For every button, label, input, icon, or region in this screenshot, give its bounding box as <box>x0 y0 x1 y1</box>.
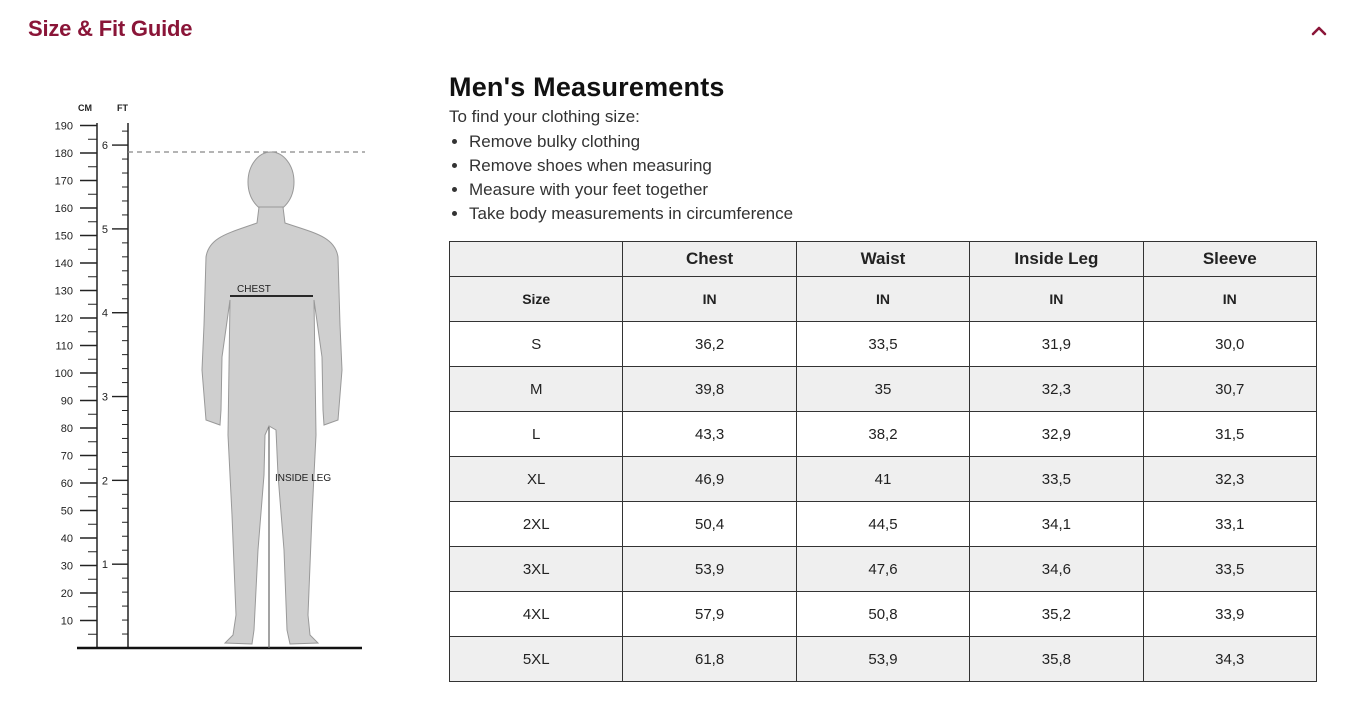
tip-item: • Measure with your feet together <box>469 178 1319 202</box>
waist-cell: 41 <box>796 457 969 502</box>
ft-tick-label: 6 <box>101 140 108 153</box>
chest-cell: 61,8 <box>623 637 796 682</box>
waist-cell: 53,9 <box>796 637 969 682</box>
table-row <box>450 637 1317 682</box>
table-row <box>450 592 1317 637</box>
inside-leg-cell: 32,3 <box>970 367 1143 412</box>
ft-unit-label: FT <box>117 103 128 113</box>
intro-text: To find your clothing size: <box>449 107 640 126</box>
cm-tick-label: 110 <box>55 340 73 353</box>
chest-cell: 39,8 <box>623 367 796 412</box>
cm-tick-label: 80 <box>60 423 73 435</box>
cm-tick-label: 150 <box>54 230 73 243</box>
size-cell: 5XL <box>450 637 623 682</box>
units-cell: IN <box>796 277 969 322</box>
units-cell: IN <box>970 277 1143 322</box>
inside-leg-cell: 31,9 <box>970 322 1143 367</box>
table-row <box>450 547 1317 592</box>
header-cell-chest: Chest <box>623 242 796 277</box>
sleeve-cell: 30,7 <box>1143 367 1316 412</box>
ft-tick-label: 4 <box>101 307 108 320</box>
sleeve-cell: 34,3 <box>1143 637 1316 682</box>
ft-tick-label: 3 <box>101 391 108 404</box>
waist-cell: 50,8 <box>796 592 969 637</box>
chest-cell: 50,4 <box>623 502 796 547</box>
size-cell: M <box>450 367 623 412</box>
cm-ticks <box>55 121 97 635</box>
body-silhouette <box>202 152 342 648</box>
table-row <box>450 367 1317 412</box>
table-row <box>450 412 1317 457</box>
chest-cell: 46,9 <box>623 457 796 502</box>
sleeve-cell: 30,0 <box>1143 322 1316 367</box>
ft-tick-label: 5 <box>101 223 108 236</box>
ft-tick-label: 2 <box>101 475 108 488</box>
sleeve-cell: 33,1 <box>1143 502 1316 547</box>
size-cell: 2XL <box>450 502 623 547</box>
page-title: Size & Fit Guide <box>28 16 193 41</box>
table-row <box>450 457 1317 502</box>
table-row <box>450 322 1317 367</box>
inside-leg-label: INSIDE LEG <box>275 473 332 484</box>
tips-list <box>449 130 1319 226</box>
header-cell-inside-leg: Inside Leg <box>970 242 1143 277</box>
cm-tick-label: 90 <box>60 395 73 408</box>
units-cell: IN <box>623 277 796 322</box>
waist-cell: 38,2 <box>796 412 969 457</box>
waist-cell: 44,5 <box>796 502 969 547</box>
inside-leg-cell: 34,6 <box>970 547 1143 592</box>
cm-unit-label: CM <box>78 103 92 113</box>
cm-tick-label: 50 <box>60 505 73 518</box>
units-cell: IN <box>1143 277 1316 322</box>
measurements-section <box>449 70 1319 226</box>
sleeve-cell: 32,3 <box>1143 457 1316 502</box>
header-cell-sleeve: Sleeve <box>1143 242 1316 277</box>
cm-tick-label: 40 <box>60 533 73 545</box>
ft-ticks <box>102 131 128 634</box>
units-cell-size: Size <box>450 277 623 322</box>
cm-tick-label: 10 <box>60 615 73 628</box>
chest-cell: 43,3 <box>623 412 796 457</box>
chest-cell: 57,9 <box>623 592 796 637</box>
header-cell-waist: Waist <box>796 242 969 277</box>
waist-cell: 35 <box>796 367 969 412</box>
tip-item: • Remove bulky clothing <box>469 130 1319 154</box>
waist-cell: 47,6 <box>796 547 969 592</box>
header-cell-empty <box>450 242 623 277</box>
inside-leg-cell: 34,1 <box>970 502 1143 547</box>
sleeve-cell: 33,5 <box>1143 547 1316 592</box>
cm-tick-label: 130 <box>54 285 73 298</box>
size-cell: L <box>450 412 623 457</box>
size-cell: 3XL <box>450 547 623 592</box>
cm-tick-label: 140 <box>54 258 73 270</box>
cm-tick-label: 190 <box>54 120 73 133</box>
size-cell: S <box>450 322 623 367</box>
sleeve-cell: 33,9 <box>1143 592 1316 637</box>
inside-leg-cell: 32,9 <box>970 412 1143 457</box>
inside-leg-cell: 33,5 <box>970 457 1143 502</box>
ft-tick-label: 1 <box>101 559 108 572</box>
cm-tick-label: 30 <box>60 560 73 573</box>
size-table <box>449 241 1317 682</box>
chest-cell: 36,2 <box>623 322 796 367</box>
measurement-figure <box>40 95 380 665</box>
chevron-up-icon <box>1306 18 1332 44</box>
size-cell: XL <box>450 457 623 502</box>
waist-cell: 33,5 <box>796 322 969 367</box>
cm-tick-label: 100 <box>54 368 73 380</box>
inside-leg-cell: 35,2 <box>970 592 1143 637</box>
sleeve-cell: 31,5 <box>1143 412 1316 457</box>
cm-tick-label: 180 <box>54 148 73 160</box>
cm-tick-label: 170 <box>54 175 73 188</box>
table-row <box>450 502 1317 547</box>
cm-tick-label: 20 <box>60 588 73 600</box>
inside-leg-cell: 35,8 <box>970 637 1143 682</box>
tip-item: • Remove shoes when measuring <box>469 154 1319 178</box>
chest-cell: 53,9 <box>623 547 796 592</box>
cm-tick-label: 120 <box>54 313 73 325</box>
cm-tick-label: 160 <box>54 203 73 215</box>
size-cell: 4XL <box>450 592 623 637</box>
cm-tick-label: 70 <box>60 450 73 463</box>
cm-tick-label: 60 <box>60 478 73 490</box>
table-units-row <box>450 277 1317 322</box>
table-header-row <box>450 242 1317 277</box>
height-chart <box>40 95 380 665</box>
tip-item: • Take body measurements in circumference <box>469 202 1319 226</box>
collapse-button[interactable] <box>1306 18 1332 44</box>
chest-label: CHEST <box>237 284 271 295</box>
section-title: Men's Measurements <box>449 72 725 102</box>
